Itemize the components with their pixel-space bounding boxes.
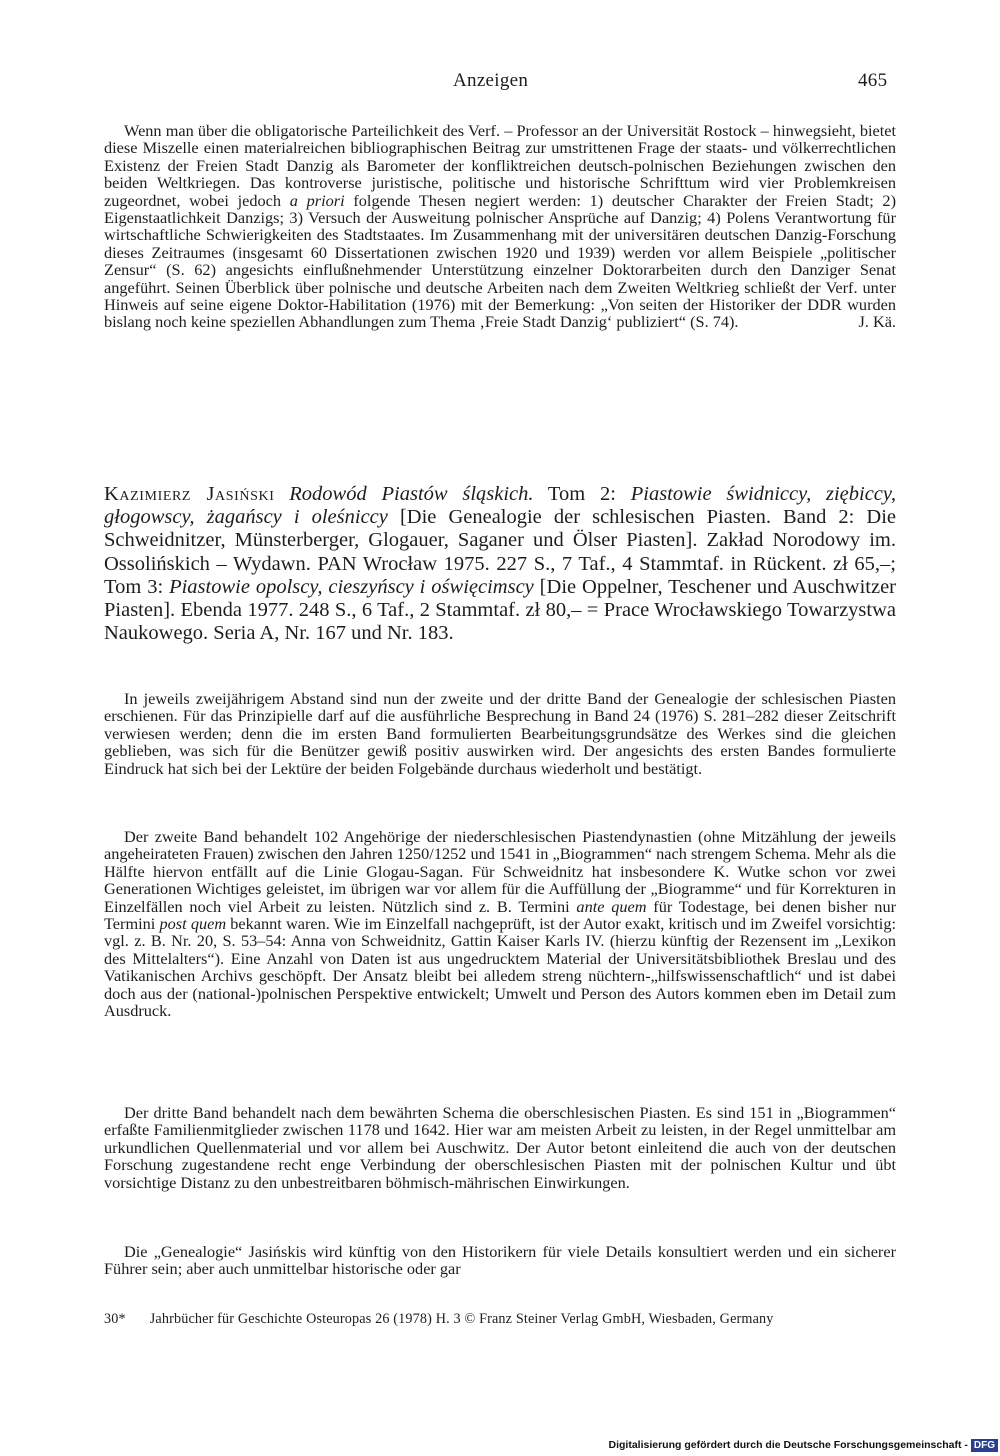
citation-part-2: [Die Genealogie der schlesischen Piasten. Band 2: Die Schweidnitzer, Münsterberger, Glogauer, Saganer und Ölser Piasten]. Zakład Norodowy im. Ossolińskich – Wydawn. PAN Wrocław 1975. 227 S., 7 Taf., 4 Stammtaf. in Rückent. zł 65,–; Tom 3:	[104, 506, 897, 598]
review-2-paragraph-1: In jeweils zweijährigem Abstand sind nun der zweite und der dritte Band der Genealogie der schlesischen Piasten erschienen. Für das Prinzipielle darf auf die ausführliche Besprechung in Band 24 (1976) S. 281–282 dieser Zeitschrift verwiesen werden; denn die im ersten Band formulierten Bearbeitungsgrundsätze des Werkes sind die gleichen geblieben, was sich für die Benützer gewiß positiv auswirken wird. Der angesichts des ersten Bandes formulierte Eindruck hat sich bei der Lektüre der beiden Folgebände durchaus wiederholt und bestätigt.	[104, 689, 896, 778]
citation-author: Kazimierz Jasiński	[104, 483, 275, 505]
citation-part-3: [Die Oppelner, Teschener und Auschwitzer Piasten]. Ebenda 1977. 248 S., 6 Taf., 2 Stammtaf. zł 80,– = Prace Wrocławskiego Towarzystwa Naukowego. Seria A, Nr. 167 und Nr. 183.	[104, 575, 896, 645]
review-2-p2-italic-2: post quem	[159, 914, 227, 934]
citation-part-1: Tom 2:	[533, 483, 631, 505]
review-2-p2-text-a: Der zweite Band behandelt 102 Angehörige der niederschlesischen Piastendynastien (ohne Mitzählung der jeweils angeheirateten Frauen) zwischen den Jahren 1250/1252 und 1541 in „Biogrammen“ nach strengem Schema. Mehr als die Hälfte hiervon entfällt auf die Linie Glogau-Sagan. Für Schweidnitz hat insbesondere K. Wutke schon vor zwei Generationen Wichtiges geleistet, im übrigen war vor allem für die Auffüllung der „Biogramme“ und für Korrekturen in Einzelfällen noch viel Arbeit zu leisten. Nützlich sind z. B. Termini	[104, 827, 896, 916]
digitization-notice	[609, 1438, 999, 1452]
review-1-italic-term: a priori	[289, 190, 345, 210]
running-header-title: Anzeigen	[453, 70, 529, 91]
page-number: 465	[858, 70, 888, 91]
footer-journal-line: Jahrbücher für Geschichte Osteuropas 26 (1978) H. 3 © Franz Steiner Verlag GmbH, Wiesbaden, Germany	[149, 1311, 774, 1327]
review-1-text-continued: folgende Thesen negiert werden: 1) deutscher Charakter der Freien Stadt; 2) Eigenstaatlichkeit Danzigs; 3) Versuch der Ausweitung polnischer Ansprüche auf Danzig; 4) Polens Verantwortung für wirtschaftliche Schwierigkeiten des Stadtstaates. Im Zusammenhang mit der universitären deutschen Danzig-Forschung dieses Zeitraumes (insgesamt 60 Dissertationen zwischen 1920 und 1939) werden vor allem Beispiele „politischer Zensur“ (S. 62) angesichts einflußnehmender Unterstützung einzelner Doktorarbeiten durch den Danziger Senat angeführt. Seinen Überblick über polnische und deutsche Arbeiten nach dem Zweiten Weltkrieg schließt der Verf. unter Hinweis auf seine eigene Doktor-Habilitation (1976) mit der Bemerkung: „Von seiten der Historiker der DDR wurden bislang noch keine speziellen Abhandlungen zum Thema ‚Freie Stadt Danzig‘ publiziert“ (S. 74).	[104, 190, 896, 332]
footer-signature-mark: 30*	[104, 1311, 126, 1327]
citation-volume-3-title: Piastowie opolscy, cieszyńscy i oświęcimscy	[169, 575, 534, 598]
citation-title: Rodowód Piastów śląskich.	[289, 483, 534, 505]
review-1-text: Wenn man über die obligatorische Parteilichkeit des Verf. – Professor an der Universität Rostock – hinwegsieht, bietet diese Miszelle einen materialreichen bibliographischen Beitrag zur umstrittenen Frage der staats- und völkerrechtlichen Existenz der Freien Stadt Danzig als Barometer der konfliktreichen deutsch-polnischen Beziehungen zwischen den beiden Weltkriegen. Das kontroverse juristische, politische und historische Schrifttum wird vier Problemkreisen zugeordnet, wobei jedoch	[104, 121, 896, 210]
review-1-paragraph	[104, 122, 896, 331]
review-2-p2-italic-1: ante quem	[576, 896, 647, 916]
review-2-paragraph-3: Der dritte Band behandelt nach dem bewährten Schema die oberschlesischen Piasten. Es sind 151 in „Biogrammen“ erfaßte Familienmitglieder zwischen 1178 und 1642. Hier war am meisten Arbeit zu leisten, in der Regel unmittelbar am urkundlichen Quellenmaterial und vor allem bei Auschwitz. Der Autor betont einleitend die auch von der deutschen Forschung zugestandene recht enge Verbindung der oberschlesischen Piasten mit der polnischen Kultur und übt vorsichtige Distanz zu den unbestreitbaren böhmisch-mährischen Einwirkungen.	[104, 1103, 896, 1192]
page-footer	[104, 1311, 904, 1328]
review-2-p2-text-c: bekannt waren. Wie im Einzelfall nachgeprüft, ist der Autor exakt, kritisch und im Zweifel vorsichtig: vgl. z. B. Nr. 20, S. 53–54: Anna von Schweidnitz, Gattin Kaiser Karls IV. (hierzu künftig der Rezensent im „Lexikon des Mittelalters“). Eine Anzahl von Daten ist aus ungedrucktem Material der Universitätsbibliothek Breslau und des Vatikanischen Archivs geschöpft. Der Ansatz bleibt bei alledem streng nüchtern-„hilfswissenschaftlich“ und ist dabei doch aus der (national-)polnischen Perspektive entwickelt; Umwelt und Person des Autors kommen eben im Detail zum Ausdruck.	[104, 914, 896, 1021]
review-2-paragraph-2	[104, 828, 896, 1019]
review-2-paragraph-4: Die „Genealogie“ Jasińskis wird künftig von den Historikern für viele Details konsultiert werden und ein sicherer Führer sein; aber auch unmittelbar historische oder gar	[104, 1242, 896, 1279]
review-2-p2-text-b: für Todestage, bei denen bisher nur Termini	[104, 896, 897, 934]
bibliographic-citation	[104, 483, 896, 645]
citation-volume-2-title: Piastowie świdniccy, ziębiccy, głogowscy, żagańscy i oleśniccy	[104, 483, 897, 529]
digitization-notice-text: Digitalisierung gefördert durch die Deutsche Forschungsgemeinschaft -	[608, 1439, 968, 1451]
dfg-logo: DFG	[971, 1439, 998, 1452]
review-1-signature: J. Kä.	[858, 312, 896, 332]
